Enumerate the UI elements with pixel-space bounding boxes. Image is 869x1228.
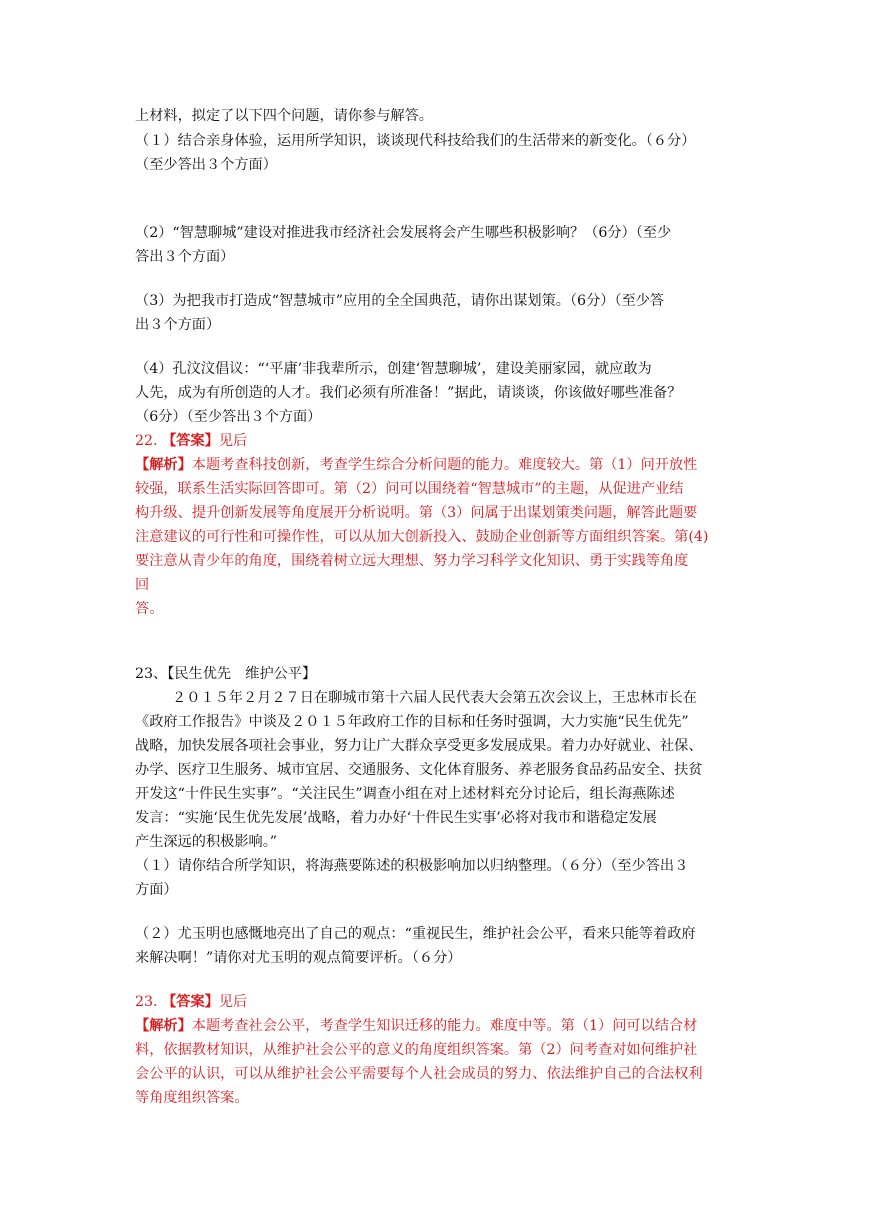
q23-analysis-line1 [135, 1014, 745, 1038]
q22-analysis-line4: 注意建议的可行性和可操作性，可以从加大创新投入、鼓励企业创新等方面组织答案。第(4) [135, 529, 709, 545]
q23-answer-line [135, 990, 745, 1014]
q23-answer-number: 23. [135, 994, 158, 1010]
q22-analysis-line5: 要注意从青少年的角度，围绕着树立远大理想、努力学习科学文化知识、勇于实践等角度 [135, 553, 689, 569]
q22-part1-line2: （至少答出３个方面） [135, 157, 277, 173]
q22-part2-line2: 答出３个方面） [135, 249, 235, 265]
q22-part2-line1: （2）“智慧聊城”建设对推进我市经济社会发展将会产生哪些积极影响？（6分）（至少 [135, 225, 672, 241]
q23-part1-line1: （１）请你结合所学知识，将海燕要陈述的积极影响加以归纳整理。（６分）（至少答出３ [135, 858, 689, 874]
q23-analysis-line3: 会公平的认识，可以从维护社会公平需要每个人社会成员的努力、依法维护自己的合法权利 [135, 1066, 703, 1082]
q23-answer-text: 见后 [218, 994, 248, 1010]
q22-analysis-line2: 较强，联系生活实际回答即可。第（2）问可以围绕着“智慧城市”的主题，从促进产业结 [135, 481, 684, 497]
q22-analysis-tag: 【解析】 [135, 457, 192, 473]
q23-analysis-text: 本题考查社会公平，考查学生知识迁移的能力。难度中等。第（1）问可以结合材 [191, 1018, 698, 1034]
q22-part3-line2: 出３个方面） [135, 317, 221, 333]
q23-analysis-tag: 【解析】 [135, 1018, 192, 1034]
q23-part2-line1: （２）尤玉明也感慨地亮出了自己的观点：“重视民生，维护社会公平，看来只能等着政府 [135, 926, 696, 942]
q23-material-line3: 战略，加快发展各项社会事业，努力让广大群众享受更多发展成果。着力办好就业、社保、 [135, 738, 703, 754]
q22-answer-tag: 【答案】 [162, 433, 219, 449]
q22-answer-number: 22. [135, 433, 158, 449]
q22-analysis-line3: 构升级、提升创新发展等角度展开分析说明。第（3）问属于出谋划策类问题，解答此题要 [135, 505, 698, 521]
q22-part3-line1: （3）为把我市打造成“智慧城市”应用的全全国典范，请你出谋划策。（6分）（至少答 [135, 293, 665, 309]
q22-analysis-line7: 答。 [135, 601, 164, 617]
q22-part4-line3: （6分）（至少答出３个方面） [135, 409, 322, 425]
q23-heading: 23、【民生优先 维护公平】 [135, 666, 317, 682]
q22-part4-line2: 人先，成为有所创造的人才。我们必须有所准备！”据此，请谈谈，你该做好哪些准备？ [135, 385, 682, 401]
q22-part4-line1: （4）孔汶汶倡议：“‘平庸’非我辈所示，创建‘智慧聊城’，建设美丽家园，就应敢为 [135, 361, 652, 377]
q23-part2-line2: 来解决啊！”请你对尤玉明的观点简要评析。（６分） [135, 950, 462, 966]
q22-analysis-text: 本题考查科技创新，考查学生综合分析问题的能力。难度较大。第（1）问开放性 [191, 457, 698, 473]
q22-answer-line [135, 429, 745, 453]
q22-intro: 上材料，拟定了以下四个问题，请你参与解答。 [135, 108, 433, 124]
q23-part1-line2: 方面） [135, 882, 178, 898]
q23-material-line7: 产生深远的积极影响。” [135, 834, 278, 850]
q22-answer-text: 见后 [218, 433, 248, 449]
q22-analysis-line6: 回 [135, 577, 150, 593]
q23-answer-tag: 【答案】 [162, 994, 219, 1010]
q23-analysis-line4: 等角度组织答案。 [135, 1090, 249, 1106]
q23-material-line5: 开发这“十件民生实事”。“关注民生”调查小组在对上述材料充分讨论后，组长海燕陈述 [135, 786, 675, 802]
q23-material-line4: 办学、医疗卫生服务、城市宜居、交通服务、文化体育服务、养老服务食品药品安全、扶贫 [135, 762, 703, 778]
q23-material-line2: 《政府工作报告》中谈及２０１５年政府工作的目标和任务时强调，大力实施“民生优先” [135, 714, 689, 730]
q22-part1-line1: （１）结合亲身体验，运用所学知识，谈谈现代科技给我们的生活带来的新变化。（６分） [135, 133, 696, 149]
q23-material-line6: 发言：“实施‘民生优先发展’战略，着力办好‘十件民生实事’必将对我市和谐稳定发展 [135, 810, 657, 826]
q23-material-line1: ２０１５年２月２７日在聊城市第十六届人民代表大会第五次会议上，王忠林市长在 [172, 690, 697, 706]
q22-analysis-line1 [135, 453, 745, 477]
q23-analysis-line2: 料，依据教材知识，从维护社会公平的意义的角度组织答案。第（2）问考查对如何维护社 [135, 1042, 698, 1058]
